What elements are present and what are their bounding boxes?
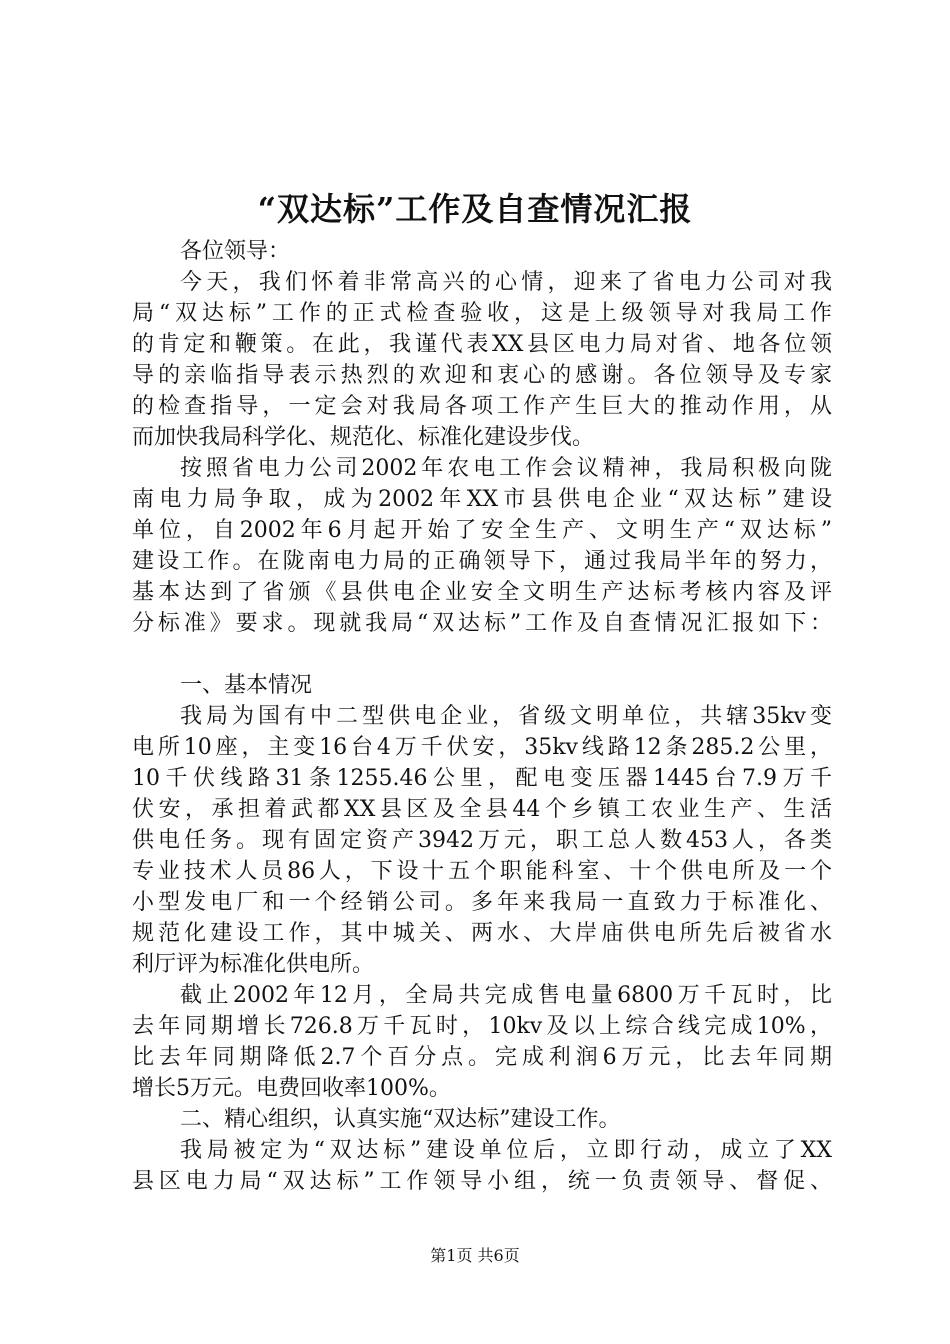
paragraph-line: 我局为国有中二型供电企业，省级文明单位，共辖35kv变 — [180, 704, 832, 729]
page-footer: 第1页 共6页 — [430, 1246, 520, 1265]
paragraph-line: 我局被定为“双达标”建设单位后，立即行动，成立了XX — [180, 1138, 832, 1163]
document-body — [132, 236, 832, 1197]
paragraph-line: 建设工作。在陇南电力局的正确领导下，通过我局半年的努力， — [132, 549, 832, 574]
paragraph-line: 分标准》要求。现就我局“双达标”工作及自查情况汇报如下： — [132, 611, 832, 636]
document-title: “双达标”工作及自查情况汇报 — [257, 190, 693, 228]
paragraph-line: 的肯定和鞭策。在此，我谨代表XX县区电力局对省、地各位领 — [132, 332, 832, 357]
paragraph-line: 局“双达标”工作的正式检查验收，这是上级领导对我局工作 — [132, 301, 832, 326]
paragraph-line: 导的亲临指导表示热烈的欢迎和衷心的感谢。各位领导及专家 — [132, 363, 832, 388]
salutation-line: 各位领导： — [180, 239, 291, 264]
paragraph-line: 增长5万元。电费回收率100%。 — [132, 1076, 451, 1101]
paragraph-line: 伏安，承担着武都XX县区及全县44个乡镇工农业生产、生活 — [132, 797, 832, 822]
paragraph-line: 小型发电厂和一个经销公司。多年来我局一直致力于标准化、 — [132, 890, 832, 915]
paragraph-line: 电所10座，主变16台4万千伏安，35kv线路12条285.2公里， — [132, 735, 832, 760]
paragraph-line: 而加快我局科学化、规范化、标准化建设步伐。 — [132, 425, 595, 450]
paragraph-line: 比去年同期降低2.7个百分点。完成利润6万元，比去年同期 — [132, 1045, 832, 1070]
paragraph-line: 截止2002年12月，全局共完成售电量6800万千瓦时，比 — [180, 983, 832, 1008]
paragraph-line: 供电任务。现有固定资产3942万元，职工总人数453人，各类 — [132, 828, 832, 853]
paragraph-line: 利厅评为标准化供电所。 — [132, 952, 375, 977]
paragraph-line: 县区电力局“双达标”工作领导小组，统一负责领导、督促、 — [132, 1169, 832, 1194]
paragraph-line: 专业技术人员86人，下设十五个职能科室、十个供电所及一个 — [132, 859, 832, 884]
paragraph-line: 基本达到了省颁《县供电企业安全文明生产达标考核内容及评 — [132, 580, 832, 605]
paragraph-line: 南电力局争取，成为2002年XX市县供电企业“双达标”建设 — [132, 487, 832, 512]
section-heading: 一、基本情况 — [180, 673, 313, 698]
paragraph-line: 10千伏线路31条1255.46公里，配电变压器1445台7.9万千 — [132, 766, 832, 791]
paragraph-line: 单位，自2002年6月起开始了安全生产、文明生产“双达标” — [132, 518, 832, 543]
paragraph-line: 的检查指导，一定会对我局各项工作产生巨大的推动作用，从 — [132, 394, 832, 419]
paragraph-line: 按照省电力公司2002年农电工作会议精神，我局积极向陇 — [180, 456, 832, 481]
paragraph-line: 今天，我们怀着非常高兴的心情，迎来了省电力公司对我 — [180, 270, 832, 295]
paragraph-line: 去年同期增长726.8万千瓦时，10kv及以上综合线完成10%， — [132, 1014, 832, 1039]
blank-line — [132, 639, 832, 670]
paragraph-line: 规范化建设工作，其中城关、两水、大岸庙供电所先后被省水 — [132, 921, 832, 946]
section-heading: 二、精心组织，认真实施“双达标”建设工作。 — [180, 1107, 621, 1132]
